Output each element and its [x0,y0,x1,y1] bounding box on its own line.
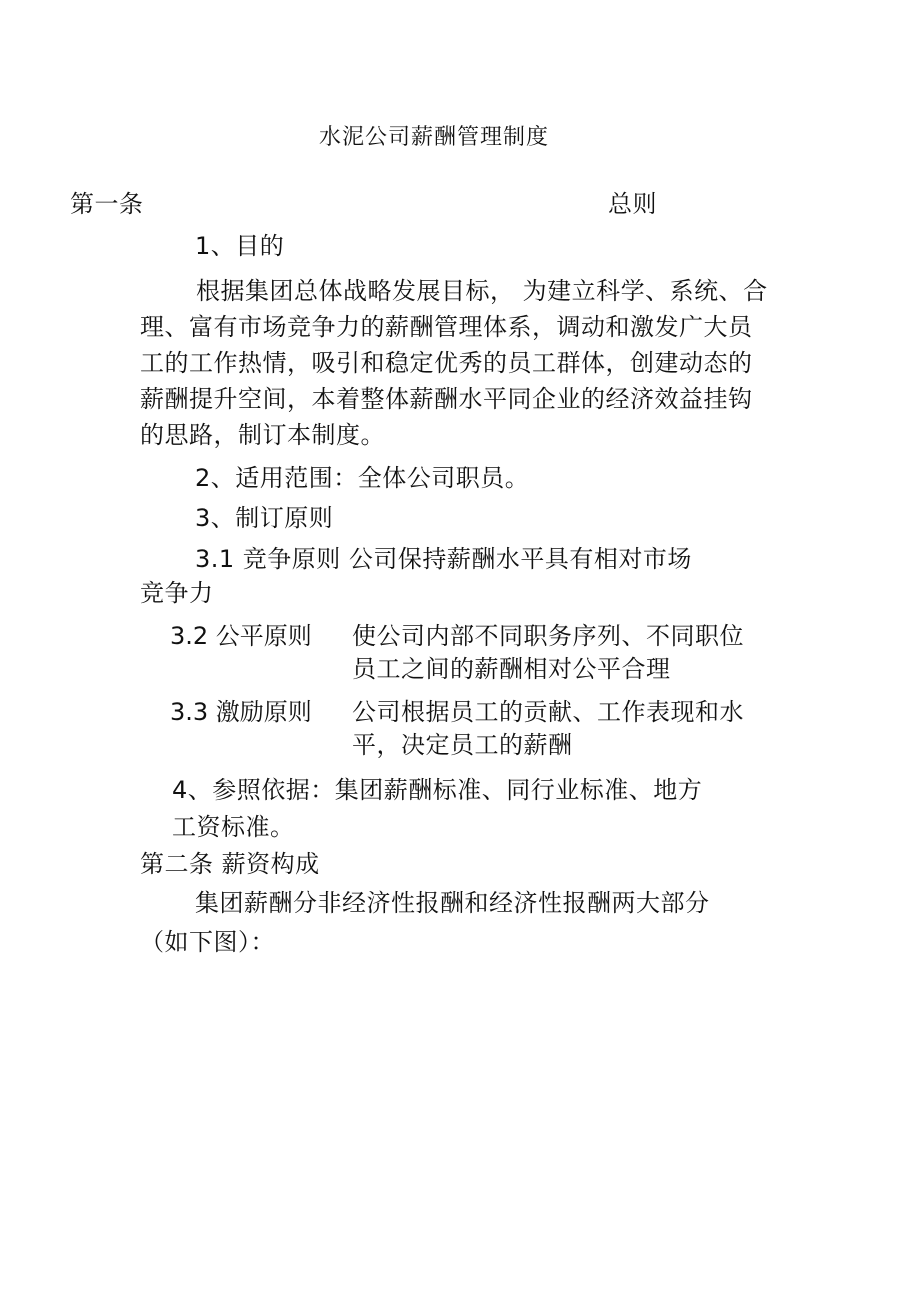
purpose-heading: 1、目的 [195,232,285,260]
purpose-paragraph: 根据集团总体战略发展目标， 为建立科学、系统、合理、富有市场竞争力的薪酬管理体系，调动和激发广大员工的工作热情，吸引和稳定优秀的员工群体，创建动态的薪酬提升空间，本着整体薪酬水平同企业的经济效益挂钩的思路，制订本制度。 [140,277,768,449]
principle-3-2-label: 3.2 公平原则 [170,622,312,650]
composition-line1: 集团薪酬分非经济性报酬和经济性报酬两大部分 [195,889,710,917]
principle-3-1-line2: 竞争力 [140,579,214,607]
principle-3-3-label: 3.3 激励原则 [170,698,312,726]
article-2-heading: 第二条 薪资构成 [140,850,320,878]
composition-line2: （如下图）： [140,928,275,956]
principle-3-2-text: 使公司内部不同职务序列、不同职位员工之间的薪酬相对公平合理 [352,622,744,683]
principle-3-3-text: 公司根据员工的贡献、工作表现和水平，决定员工的薪酬 [352,698,744,759]
document-title: 水泥公司薪酬管理制度 [319,125,550,150]
reference-line2: 工资标准。 [172,813,295,841]
article-1-heading: 总则 [608,190,657,218]
principles-heading: 3、制订原则 [195,504,334,532]
reference-line1: 4、参照依据：集团薪酬标准、同行业标准、地方 [172,776,703,804]
principle-3-1-line1: 3.1 竞争原则 公司保持薪酬水平具有相对市场 [195,545,692,573]
scope-line: 2、适用范围：全体公司职员。 [195,464,530,492]
article-1-label: 第一条 [70,190,144,218]
